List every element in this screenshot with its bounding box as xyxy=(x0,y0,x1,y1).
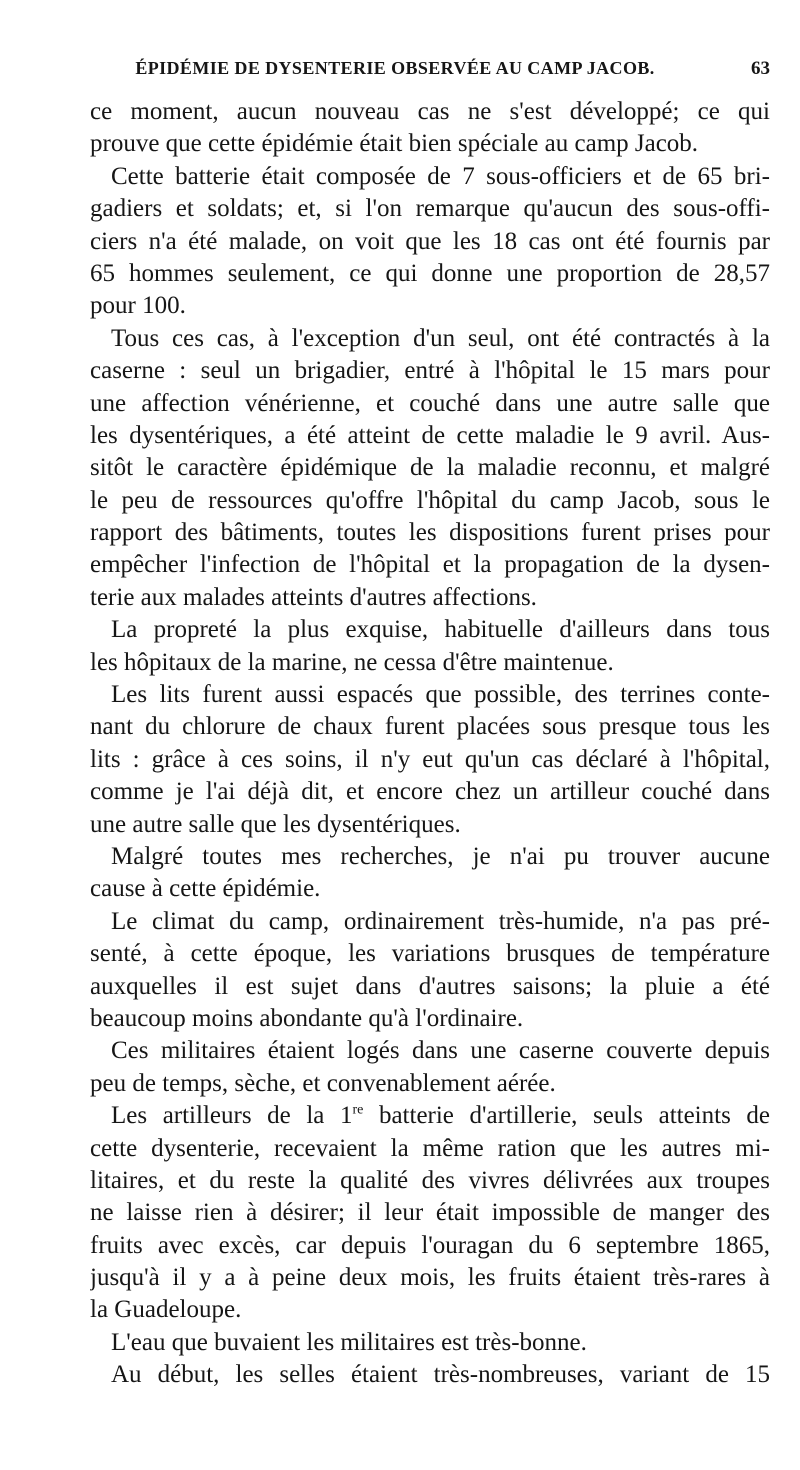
text-line-content: litaires, et du reste la qualité des vivres délivrées aux troupes xyxy=(90,1166,770,1194)
text-line xyxy=(90,355,770,387)
text-line-content: gadiers et soldats; et, si l'on remarque qu'aucun des sous-offi- xyxy=(90,195,770,223)
running-head xyxy=(90,58,770,88)
text-line-content: Cette batterie était composée de 7 sous-officiers et de 65 bri- xyxy=(111,162,770,190)
running-title: ÉPIDÉMIE DE DYSENTERIE OBSERVÉE AU CAMP JACOB. xyxy=(135,58,655,78)
text-line xyxy=(90,971,770,1003)
text-line-content: Au début, les selles étaient très-nombreuses, variant de 15 xyxy=(111,1361,770,1389)
text-line xyxy=(90,841,770,873)
text-line xyxy=(90,809,770,841)
text-line-content: ciers n'a été malade, on voit que les 18 cas ont été fournis par xyxy=(90,227,770,255)
text-line-content: fruits avec excès, car depuis l'ouragan du 6 septembre 1865, xyxy=(90,1231,770,1259)
text-line xyxy=(90,1359,770,1391)
text-line xyxy=(90,711,770,743)
text-line-content: Les artilleurs de la 1 xyxy=(111,1102,353,1130)
text-line-content: pour 100. xyxy=(90,292,186,320)
text-line-content: senté, à cette époque, les variations brusques de température xyxy=(90,940,770,968)
text-line-content: peu de temps, sèche, et convenablement aérée. xyxy=(90,1069,556,1097)
text-line xyxy=(90,938,770,970)
text-line xyxy=(90,1294,770,1326)
text-line-content: lits : grâce à ces soins, il n'y eut qu'un cas déclaré à l'hôpital, xyxy=(90,745,770,773)
text-line xyxy=(90,1100,770,1132)
text-line xyxy=(90,226,770,258)
text-line-content: cette dysenterie, recevaient la même ration que les autres mi- xyxy=(90,1134,770,1162)
text-line xyxy=(90,647,770,679)
ordinal-superscript: re xyxy=(352,1102,364,1118)
text-line-content: Les lits furent aussi espacés que possible, des terrines conte- xyxy=(111,681,770,709)
text-line-content: terie aux malades atteints d'autres affections. xyxy=(90,583,537,611)
text-line-content: jusqu'à il y a à peine deux mois, les fruits étaient très-rares à xyxy=(90,1264,770,1292)
text-line-content: le peu de ressources qu'offre l'hôpital du camp Jacob, sous le xyxy=(90,486,770,514)
text-line-content: empêcher l'infection de l'hôpital et la propagation de la dysen- xyxy=(90,551,770,579)
text-line-content: Ces militaires étaient logés dans une caserne couverte depuis xyxy=(111,1037,770,1065)
text-line-content: cause à cette épidémie. xyxy=(90,875,321,903)
text-line xyxy=(90,906,770,938)
text-line xyxy=(90,1035,770,1067)
text-line-content: rapport des bâtiments, toutes les dispositions furent prises pour xyxy=(90,519,770,547)
text-line xyxy=(90,193,770,225)
text-line-content: une autre salle que les dysentériques. xyxy=(90,810,461,838)
text-line xyxy=(90,1230,770,1262)
text-line xyxy=(90,744,770,776)
text-line xyxy=(90,873,770,905)
text-line-content: comme je l'ai déjà dit, et encore chez un artilleur couché dans xyxy=(90,778,770,806)
text-line xyxy=(90,323,770,355)
text-line-content: Le climat du camp, ordinairement très-humide, n'a pas pré- xyxy=(111,907,770,935)
text-line-content: beaucoup moins abondante qu'à l'ordinaire. xyxy=(90,1004,524,1032)
body-text xyxy=(90,96,770,1392)
text-line-content: la Guadeloupe. xyxy=(90,1296,242,1324)
text-line xyxy=(90,258,770,290)
text-line xyxy=(90,1003,770,1035)
text-line xyxy=(90,1327,770,1359)
text-line xyxy=(90,452,770,484)
page-number: 63 xyxy=(751,58,770,79)
text-line-content: L'eau que buvaient les militaires est très-bonne. xyxy=(111,1328,587,1356)
text-line xyxy=(90,1068,770,1100)
text-line-content: ne laisse rien à désirer; il leur était impossible de manger des xyxy=(90,1199,770,1227)
text-line-content: nant du chlorure de chaux furent placées sous presque tous les xyxy=(90,713,770,741)
text-line xyxy=(90,679,770,711)
text-line xyxy=(90,96,770,128)
text-line-content: La propreté la plus exquise, habituelle d'ailleurs dans tous xyxy=(111,616,770,644)
text-line-content: une affection vénérienne, et couché dans une autre salle que xyxy=(90,389,770,417)
text-line xyxy=(90,485,770,517)
text-line xyxy=(90,582,770,614)
text-line xyxy=(90,161,770,193)
text-line xyxy=(90,776,770,808)
text-line xyxy=(90,290,770,322)
text-line xyxy=(90,614,770,646)
text-line-content: ce moment, aucun nouveau cas ne s'est développé; ce qui xyxy=(90,98,770,125)
text-line-content: les hôpitaux de la marine, ne cessa d'être maintenue. xyxy=(90,648,614,676)
text-line-content: auxquelles il est sujet dans d'autres saisons; la pluie a été xyxy=(90,972,770,1000)
text-line xyxy=(90,420,770,452)
text-line-content: caserne : seul un brigadier, entré à l'hôpital le 15 mars pour xyxy=(90,357,770,385)
text-line xyxy=(90,388,770,420)
text-line xyxy=(90,549,770,581)
text-line-content: sitôt le caractère épidémique de la maladie reconnu, et malgré xyxy=(90,454,770,482)
text-line xyxy=(90,1165,770,1197)
text-line-content: prouve que cette épidémie était bien spéciale au camp Jacob. xyxy=(90,130,699,158)
text-line xyxy=(90,1197,770,1229)
text-line-content: 65 hommes seulement, ce qui donne une proportion de 28,57 xyxy=(90,259,770,287)
text-line xyxy=(90,1133,770,1165)
text-line-content: Tous ces cas, à l'exception d'un seul, ont été contractés à la xyxy=(111,324,770,352)
text-line xyxy=(90,1262,770,1294)
text-line-content: Malgré toutes mes recherches, je n'ai pu trouver aucune xyxy=(111,842,770,870)
text-line-content: les dysentériques, a été atteint de cette maladie le 9 avril. Aus- xyxy=(90,421,770,449)
text-line-continuation: batterie d'artillerie, seuls atteints de xyxy=(363,1102,770,1130)
text-line xyxy=(90,128,770,160)
text-line xyxy=(90,517,770,549)
